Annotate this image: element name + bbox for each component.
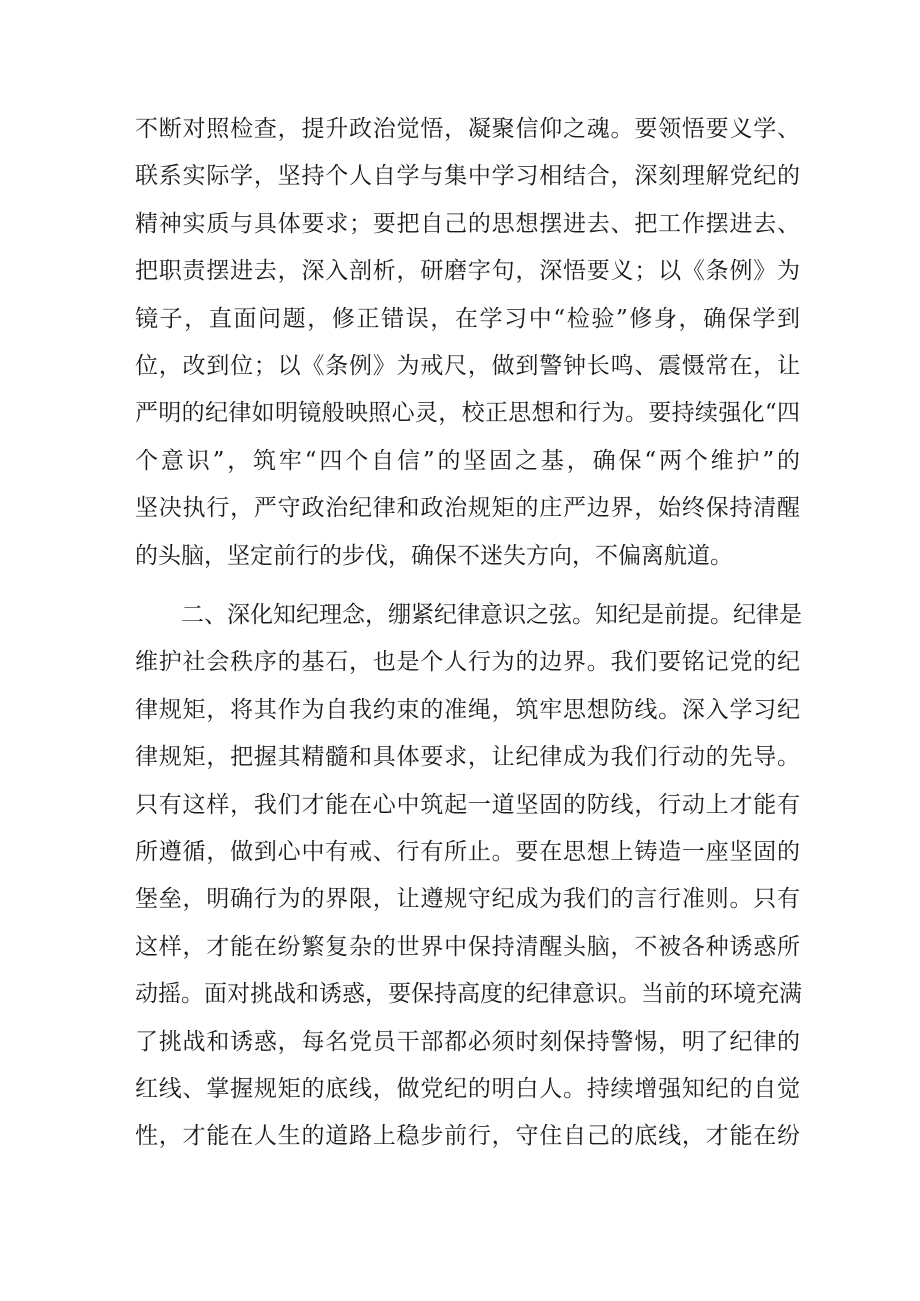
text-line: 严明的纪律如明镜般映照心灵，校正思想和行为。要持续强化“四: [135, 400, 800, 427]
text-line: 镜子，直面问题，修正错误，在学习中“检验”修身，确保学到: [135, 305, 800, 332]
text-line: 坚决执行，严守政治纪律和政治规矩的庄严边界，始终保持清醒: [135, 495, 800, 522]
text-line: 把职责摆进去，深入剖析，研磨字句，深悟要义；以《条例》为: [135, 258, 800, 285]
text-line: 红线、掌握规矩的底线，做党纪的明白人。持续增强知纪的自觉: [135, 1075, 800, 1102]
text-line: 个意识”，筑牢“四个自信”的坚固之基，确保“两个维护”的: [135, 447, 800, 474]
paragraph-2: [135, 592, 800, 1161]
text-line: 了挑战和诱惑，每名党员干部都必须时刻保持警惕，明了纪律的: [135, 1028, 800, 1055]
text-line: 位，改到位；以《条例》为戒尺，做到警钟长鸣、震慑常在，让: [135, 352, 800, 379]
text-line: 性，才能在人生的道路上稳步前行，守住自己的底线，才能在纷: [135, 1123, 800, 1150]
paragraph-1: [135, 106, 800, 580]
text-line: 维护社会秩序的基石，也是个人行为的边界。我们要铭记党的纪: [135, 649, 800, 676]
text-line: 堡垒，明确行为的界限，让遵规守纪成为我们的言行准则。只有: [135, 886, 800, 913]
text-line: 联系实际学，坚持个人自学与集中学习相结合，深刻理解党纪的: [135, 163, 800, 190]
text-line: 所遵循，做到心中有戒、行有所止。要在思想上铸造一座坚固的: [135, 838, 800, 865]
text-line: 律规矩，将其作为自我约束的准绳，筑牢思想防线。深入学习纪: [135, 696, 800, 723]
text-line: 律规矩，把握其精髓和具体要求，让纪律成为我们行动的先导。: [135, 744, 800, 771]
text-line: 二、深化知纪理念，绷紧纪律意识之弦。知纪是前提。纪律是: [181, 602, 802, 628]
text-line: 动摇。面对挑战和诱惑，要保持高度的纪律意识。当前的环境充满: [135, 981, 802, 1008]
text-line: 精神实质与具体要求；要把自己的思想摆进去、把工作摆进去、: [135, 210, 800, 237]
text-line: 只有这样，我们才能在心中筑起一道坚固的防线，行动上才能有: [135, 791, 800, 818]
text-line: 不断对照检查，提升政治觉悟，凝聚信仰之魂。要领悟要义学、: [135, 116, 800, 142]
text-line: 这样，才能在纷繁复杂的世界中保持清醒头脑，不被各种诱惑所: [135, 933, 800, 960]
text-line: 的头脑，坚定前行的步伐，确保不迷失方向，不偏离航道。: [135, 542, 733, 569]
